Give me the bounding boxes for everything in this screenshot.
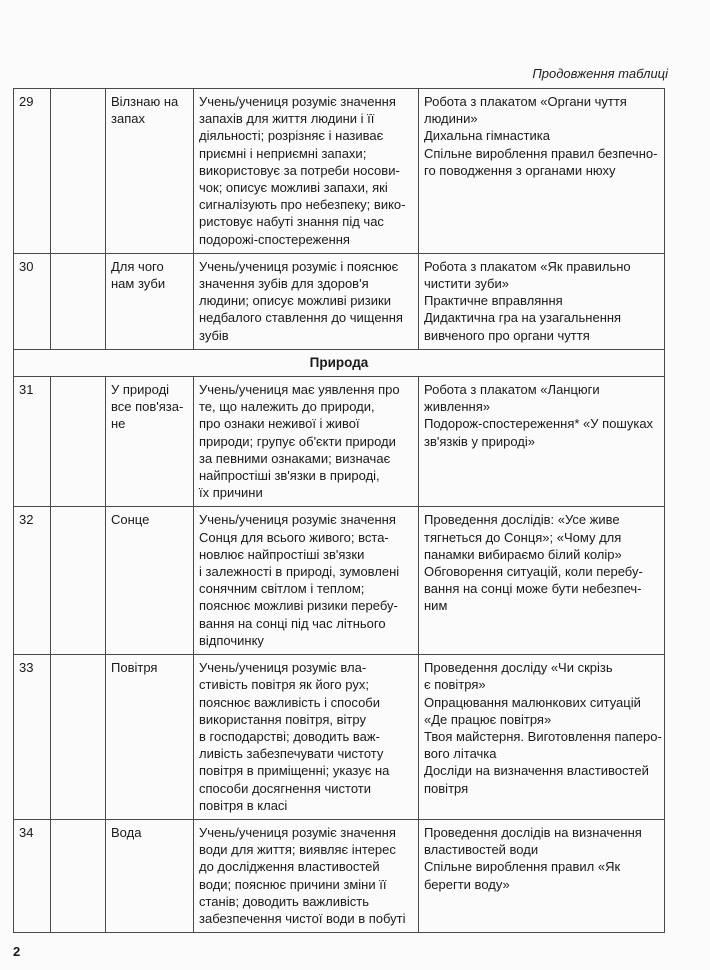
activities-line: Робота з плакатом «Ланцюги <box>424 382 600 398</box>
topic-line: все пов'яза- <box>111 399 184 415</box>
date-cell <box>51 507 106 655</box>
expected-results-line: Сонця для всього живого; вста- <box>199 529 389 545</box>
expected-results-line: людини; описує можливі ризики <box>199 293 391 309</box>
expected-results-line: діяльності; розрізняє і називає <box>199 128 384 144</box>
activities-line: зв'язків у природі» <box>424 433 535 449</box>
date-cell <box>51 377 106 507</box>
expected-results-line: повітря в приміщенні; указує на <box>199 763 390 779</box>
expected-results-line: Учень/учениця має уявлення про <box>199 382 400 398</box>
expected-results-line: вання на сонці під час літнього <box>199 615 386 631</box>
activities-line: є повітря» <box>424 677 486 693</box>
activities-line: властивостей води <box>424 842 539 858</box>
topic-cell <box>106 253 194 349</box>
expected-results-line: їх причини <box>199 485 263 501</box>
activities-line: тягнеться до Сонця»; «Чому для <box>424 529 622 545</box>
expected-results-line: природи; групує об'єкти природи <box>199 433 396 449</box>
topic-cell <box>106 377 194 507</box>
topic-cell <box>106 655 194 820</box>
page-number: 2 <box>13 944 21 959</box>
lesson-number-cell: 32 <box>14 507 51 655</box>
expected-results-line: забезпечення чистої води в побуті <box>199 910 406 926</box>
activities-line: Спільне вироблення правил «Як <box>424 859 621 875</box>
activities-line: вивченого про органи чуття <box>424 327 590 343</box>
activities-line: Робота з плакатом «Органи чуття <box>424 94 627 109</box>
activities-line: вання на сонці може бути небезпеч- <box>424 581 642 597</box>
topic-line: Повітря <box>111 660 158 676</box>
activities-line: Практичне вправляння <box>424 293 563 309</box>
topic-cell <box>106 89 194 254</box>
activities-line: повітря <box>424 780 469 796</box>
date-cell <box>51 655 106 820</box>
lesson-plan-table <box>13 88 665 933</box>
date-cell <box>51 253 106 349</box>
section-row <box>14 349 665 376</box>
activities-cell <box>419 253 665 349</box>
topic-line: запах <box>111 111 145 127</box>
topic-line: Сонце <box>111 512 150 528</box>
expected-results-line: станів; доводить важливість <box>199 893 369 909</box>
table-row <box>14 377 665 507</box>
expected-results-line: повітря в класі <box>199 797 288 813</box>
topic-line: Вода <box>111 824 142 840</box>
expected-results-line: сонячним світлом і теплом; <box>199 581 365 597</box>
activities-line: Подорож-спостереження* «У пошуках <box>424 416 654 432</box>
expected-results-line: про ознаки неживої і живої <box>199 416 360 432</box>
expected-results-line: Учень/учениця розуміє і пояснює <box>199 258 399 274</box>
activities-cell <box>419 655 665 820</box>
expected-results-cell <box>194 507 419 655</box>
activities-line: людини» <box>424 111 478 127</box>
expected-results-line: недбалого ставлення до чищення <box>199 310 403 326</box>
activities-line: чистити зуби» <box>424 276 509 292</box>
topic-line: не <box>111 416 126 432</box>
expected-results-line: чок; описує можливі запахи, які <box>199 180 388 196</box>
table-row <box>14 89 665 254</box>
expected-results-line: відпочинку <box>199 632 264 648</box>
activities-line: Досліди на визначення властивостей <box>424 763 649 779</box>
topic-line: нам зуби <box>111 276 166 292</box>
activities-line: Проведення дослідів на визначення <box>424 824 642 840</box>
activities-line: Проведення дослідів: «Усе живе <box>424 512 620 528</box>
expected-results-cell <box>194 89 419 254</box>
expected-results-line: Учень/учениця розуміє вла- <box>199 660 367 676</box>
section-heading: Природа <box>14 349 665 376</box>
activities-cell <box>419 377 665 507</box>
activities-line: го поводження з органами нюху <box>424 162 616 178</box>
expected-results-line: використання повітря, вітру <box>199 711 366 727</box>
expected-results-line: запахів для життя людини і її <box>199 111 375 127</box>
expected-results-line: новлює найпростіші зв'язки <box>199 546 365 562</box>
activities-line: Спільне вироблення правил безпечно- <box>424 145 658 161</box>
expected-results-line: використовує за потреби носови- <box>199 162 400 178</box>
table-row <box>14 819 665 932</box>
topic-line: Для чого <box>111 258 164 274</box>
table-body <box>14 89 665 933</box>
activities-line: панамки вибираємо білий колір» <box>424 546 622 562</box>
activities-line: Обговорення ситуацій, коли перебу- <box>424 564 643 580</box>
activities-cell <box>419 507 665 655</box>
table-row <box>14 253 665 349</box>
expected-results-line: Учень/учениця розуміє значення <box>199 94 396 109</box>
table-continuation-note: Продовження таблиці <box>532 66 668 81</box>
expected-results-line: найпростіші зв'язки в природі, <box>199 468 380 484</box>
expected-results-line: стивість повітря як його рух; <box>199 677 369 693</box>
table-row <box>14 507 665 655</box>
expected-results-line: в господарстві; доводить важ- <box>199 728 380 744</box>
activities-line: «Де працює повітря» <box>424 711 552 727</box>
expected-results-line: зубів <box>199 327 229 343</box>
expected-results-line: Учень/учениця розуміє значення <box>199 824 396 840</box>
expected-results-line: приємні і неприємні запахи; <box>199 145 367 161</box>
expected-results-cell <box>194 253 419 349</box>
expected-results-cell <box>194 377 419 507</box>
activities-line: Твоя майстерня. Виготовлення паперо- <box>424 728 662 744</box>
activities-line: Опрацювання малюнкових ситуацій <box>424 694 641 710</box>
topic-line: Вілзнаю на <box>111 94 179 109</box>
expected-results-line: сигналізують про небезпеку; вико- <box>199 197 406 213</box>
date-cell <box>51 819 106 932</box>
date-cell <box>51 89 106 254</box>
expected-results-line: і залежності в природі, зумовлені <box>199 564 400 580</box>
expected-results-line: ристовує набуті знання під час <box>199 214 384 230</box>
activities-cell <box>419 89 665 254</box>
expected-results-line: води; пояснює причини зміни її <box>199 876 387 892</box>
expected-results-cell <box>194 819 419 932</box>
expected-results-line: до дослідження властивостей <box>199 859 380 875</box>
expected-results-line: води для життя; виявляє інтерес <box>199 842 396 858</box>
activities-line: Дидактична гра на узагальнення <box>424 310 622 326</box>
expected-results-line: значення зубів для здоров'я <box>199 276 369 292</box>
activities-line: живлення» <box>424 399 491 415</box>
expected-results-line: пояснює можливі ризики перебу- <box>199 598 398 614</box>
lesson-number-cell: 30 <box>14 253 51 349</box>
activities-line: Дихальна гімнастика <box>424 128 550 144</box>
expected-results-line: за певними ознаками; визначає <box>199 450 391 466</box>
expected-results-line: подорожі-спостереження <box>199 231 350 247</box>
lesson-number-cell: 33 <box>14 655 51 820</box>
activities-line: берегти воду» <box>424 876 510 892</box>
expected-results-line: Учень/учениця розуміє значення <box>199 512 396 528</box>
lesson-number-cell: 31 <box>14 377 51 507</box>
activities-cell <box>419 819 665 932</box>
activities-line: вого літачка <box>424 746 497 762</box>
activities-line: Робота з плакатом «Як правильно <box>424 258 631 274</box>
expected-results-line: те, що належить до природи, <box>199 399 375 415</box>
topic-cell <box>106 507 194 655</box>
activities-line: ним <box>424 598 448 614</box>
activities-line: Проведення досліду «Чи скрізь <box>424 660 613 676</box>
expected-results-cell <box>194 655 419 820</box>
expected-results-line: пояснює важливість і способи <box>199 694 381 710</box>
topic-line: У природі <box>111 382 170 398</box>
table-row <box>14 655 665 820</box>
expected-results-line: ливість забезпечувати чистоту <box>199 746 384 762</box>
topic-cell <box>106 819 194 932</box>
expected-results-line: способи досягнення чистоти <box>199 780 371 796</box>
lesson-number-cell: 29 <box>14 89 51 254</box>
lesson-number-cell: 34 <box>14 819 51 932</box>
